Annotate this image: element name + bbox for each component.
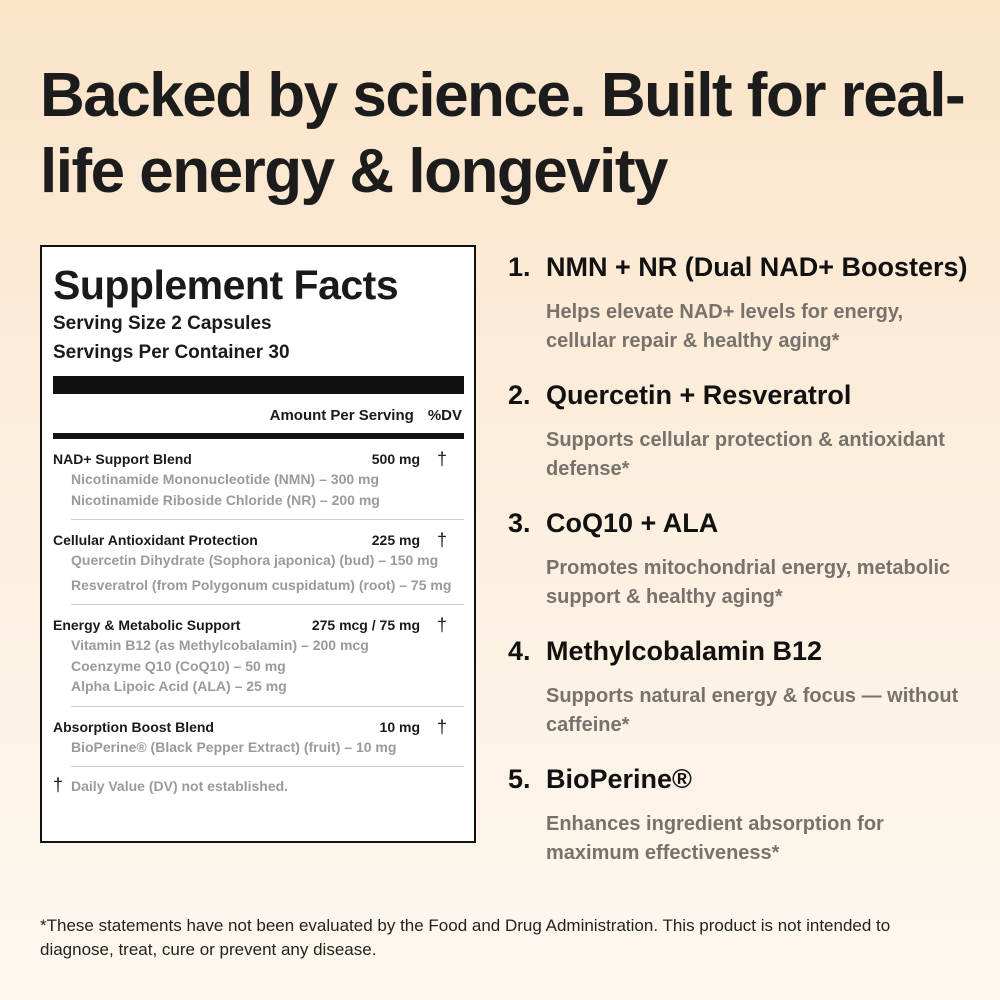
group-name: Absorption Boost Blend	[53, 718, 214, 735]
ingredient: Coenzyme Q10 (CoQ10) – 50 mg	[71, 657, 286, 674]
group-amount: 500 mg	[371, 451, 420, 467]
benefit-desc: Supports natural energy & focus — without caffeine*	[546, 685, 959, 736]
group-name: NAD+ Support Blend	[53, 451, 192, 467]
amount-header: Amount Per Serving	[269, 407, 414, 424]
benefit-title	[508, 760, 978, 798]
benefit-number: 3.	[508, 508, 531, 538]
ingredient: BioPerine® (Black Pepper Extract) (fruit) – 10 mg	[71, 738, 397, 755]
benefit-title	[508, 376, 978, 414]
ingredient: Nicotinamide Riboside Chloride (NR) – 200 mg	[71, 491, 380, 508]
benefit-item	[508, 632, 978, 740]
benefit-desc: Promotes mitochondrial energy, metabolic support & healthy aging*	[546, 557, 951, 608]
benefit-title-text: BioPerine®	[546, 764, 692, 794]
group-dv: †	[436, 716, 447, 737]
group-amount: 225 mg	[371, 532, 420, 548]
benefit-item	[508, 760, 978, 868]
ingredient: Quercetin Dihydrate (Sophora japonica) (bud) – 150 mg	[71, 552, 439, 568]
headline: Backed by science. Built for real-life energy & longevity	[40, 61, 965, 206]
benefit-title-text: Methylcobalamin B12	[546, 636, 823, 666]
facts-group	[53, 605, 464, 706]
benefit-item	[508, 504, 978, 612]
ingredient: Vitamin B12 (as Methylcobalamin) – 200 mcg	[71, 637, 369, 653]
benefits-list	[508, 248, 978, 888]
benefit-desc: Supports cellular protection & antioxidant defense*	[546, 429, 945, 480]
benefit-title	[508, 248, 978, 286]
ingredient: Alpha Lipoic Acid (ALA) – 25 mg	[71, 678, 287, 694]
group-dv: †	[436, 615, 447, 635]
group-amount: 275 mcg / 75 mg	[311, 617, 420, 633]
benefit-item	[508, 376, 978, 484]
ingredient: Nicotinamide Mononucleotide (NMN) – 300 mg	[71, 471, 380, 487]
group-dv: †	[436, 449, 447, 469]
group-amount: 10 mg	[379, 718, 420, 735]
benefit-desc: Enhances ingredient absorption for maximum effectiveness*	[546, 813, 884, 864]
facts-group	[53, 520, 464, 604]
benefit-desc: Helps elevate NAD+ levels for energy, cellular repair & healthy aging*	[546, 301, 904, 352]
servings-per-container: Servings Per Container 30	[53, 342, 290, 363]
group-dv: †	[436, 530, 447, 550]
serving-size: Serving Size 2 Capsules	[53, 313, 272, 334]
benefit-number: 4.	[508, 636, 531, 666]
group-name: Energy & Metabolic Support	[53, 617, 241, 633]
dagger-icon: †	[53, 775, 64, 795]
facts-group	[53, 707, 464, 767]
supplement-facts-panel	[40, 245, 476, 843]
benefit-title	[508, 504, 978, 542]
facts-title: Supplement Facts	[53, 262, 399, 308]
divider	[71, 766, 464, 767]
ingredient: Resveratrol (from Polygonum cuspidatum) (root) – 75 mg	[71, 576, 452, 593]
thick-divider	[53, 376, 464, 394]
facts-group	[53, 439, 464, 519]
benefit-title-text: Quercetin + Resveratrol	[546, 380, 852, 410]
benefit-number: 5.	[508, 764, 531, 794]
benefit-title	[508, 632, 978, 670]
footnote	[53, 775, 464, 796]
footnote-text: Daily Value (DV) not established.	[71, 777, 289, 794]
benefit-number: 2.	[508, 380, 531, 410]
benefit-item	[508, 248, 978, 356]
benefit-title-text: CoQ10 + ALA	[546, 508, 719, 538]
group-name: Cellular Antioxidant Protection	[53, 532, 258, 548]
dv-header: %DV	[427, 407, 462, 424]
benefit-number: 1.	[508, 252, 531, 282]
disclaimer: *These statements have not been evaluated by the Food and Drug Administration. This product is not intended to diagnose, treat, cure or prevent any disease.	[40, 916, 891, 959]
column-headers	[53, 407, 464, 424]
benefit-title-text: NMN + NR (Dual NAD+ Boosters)	[546, 252, 968, 282]
